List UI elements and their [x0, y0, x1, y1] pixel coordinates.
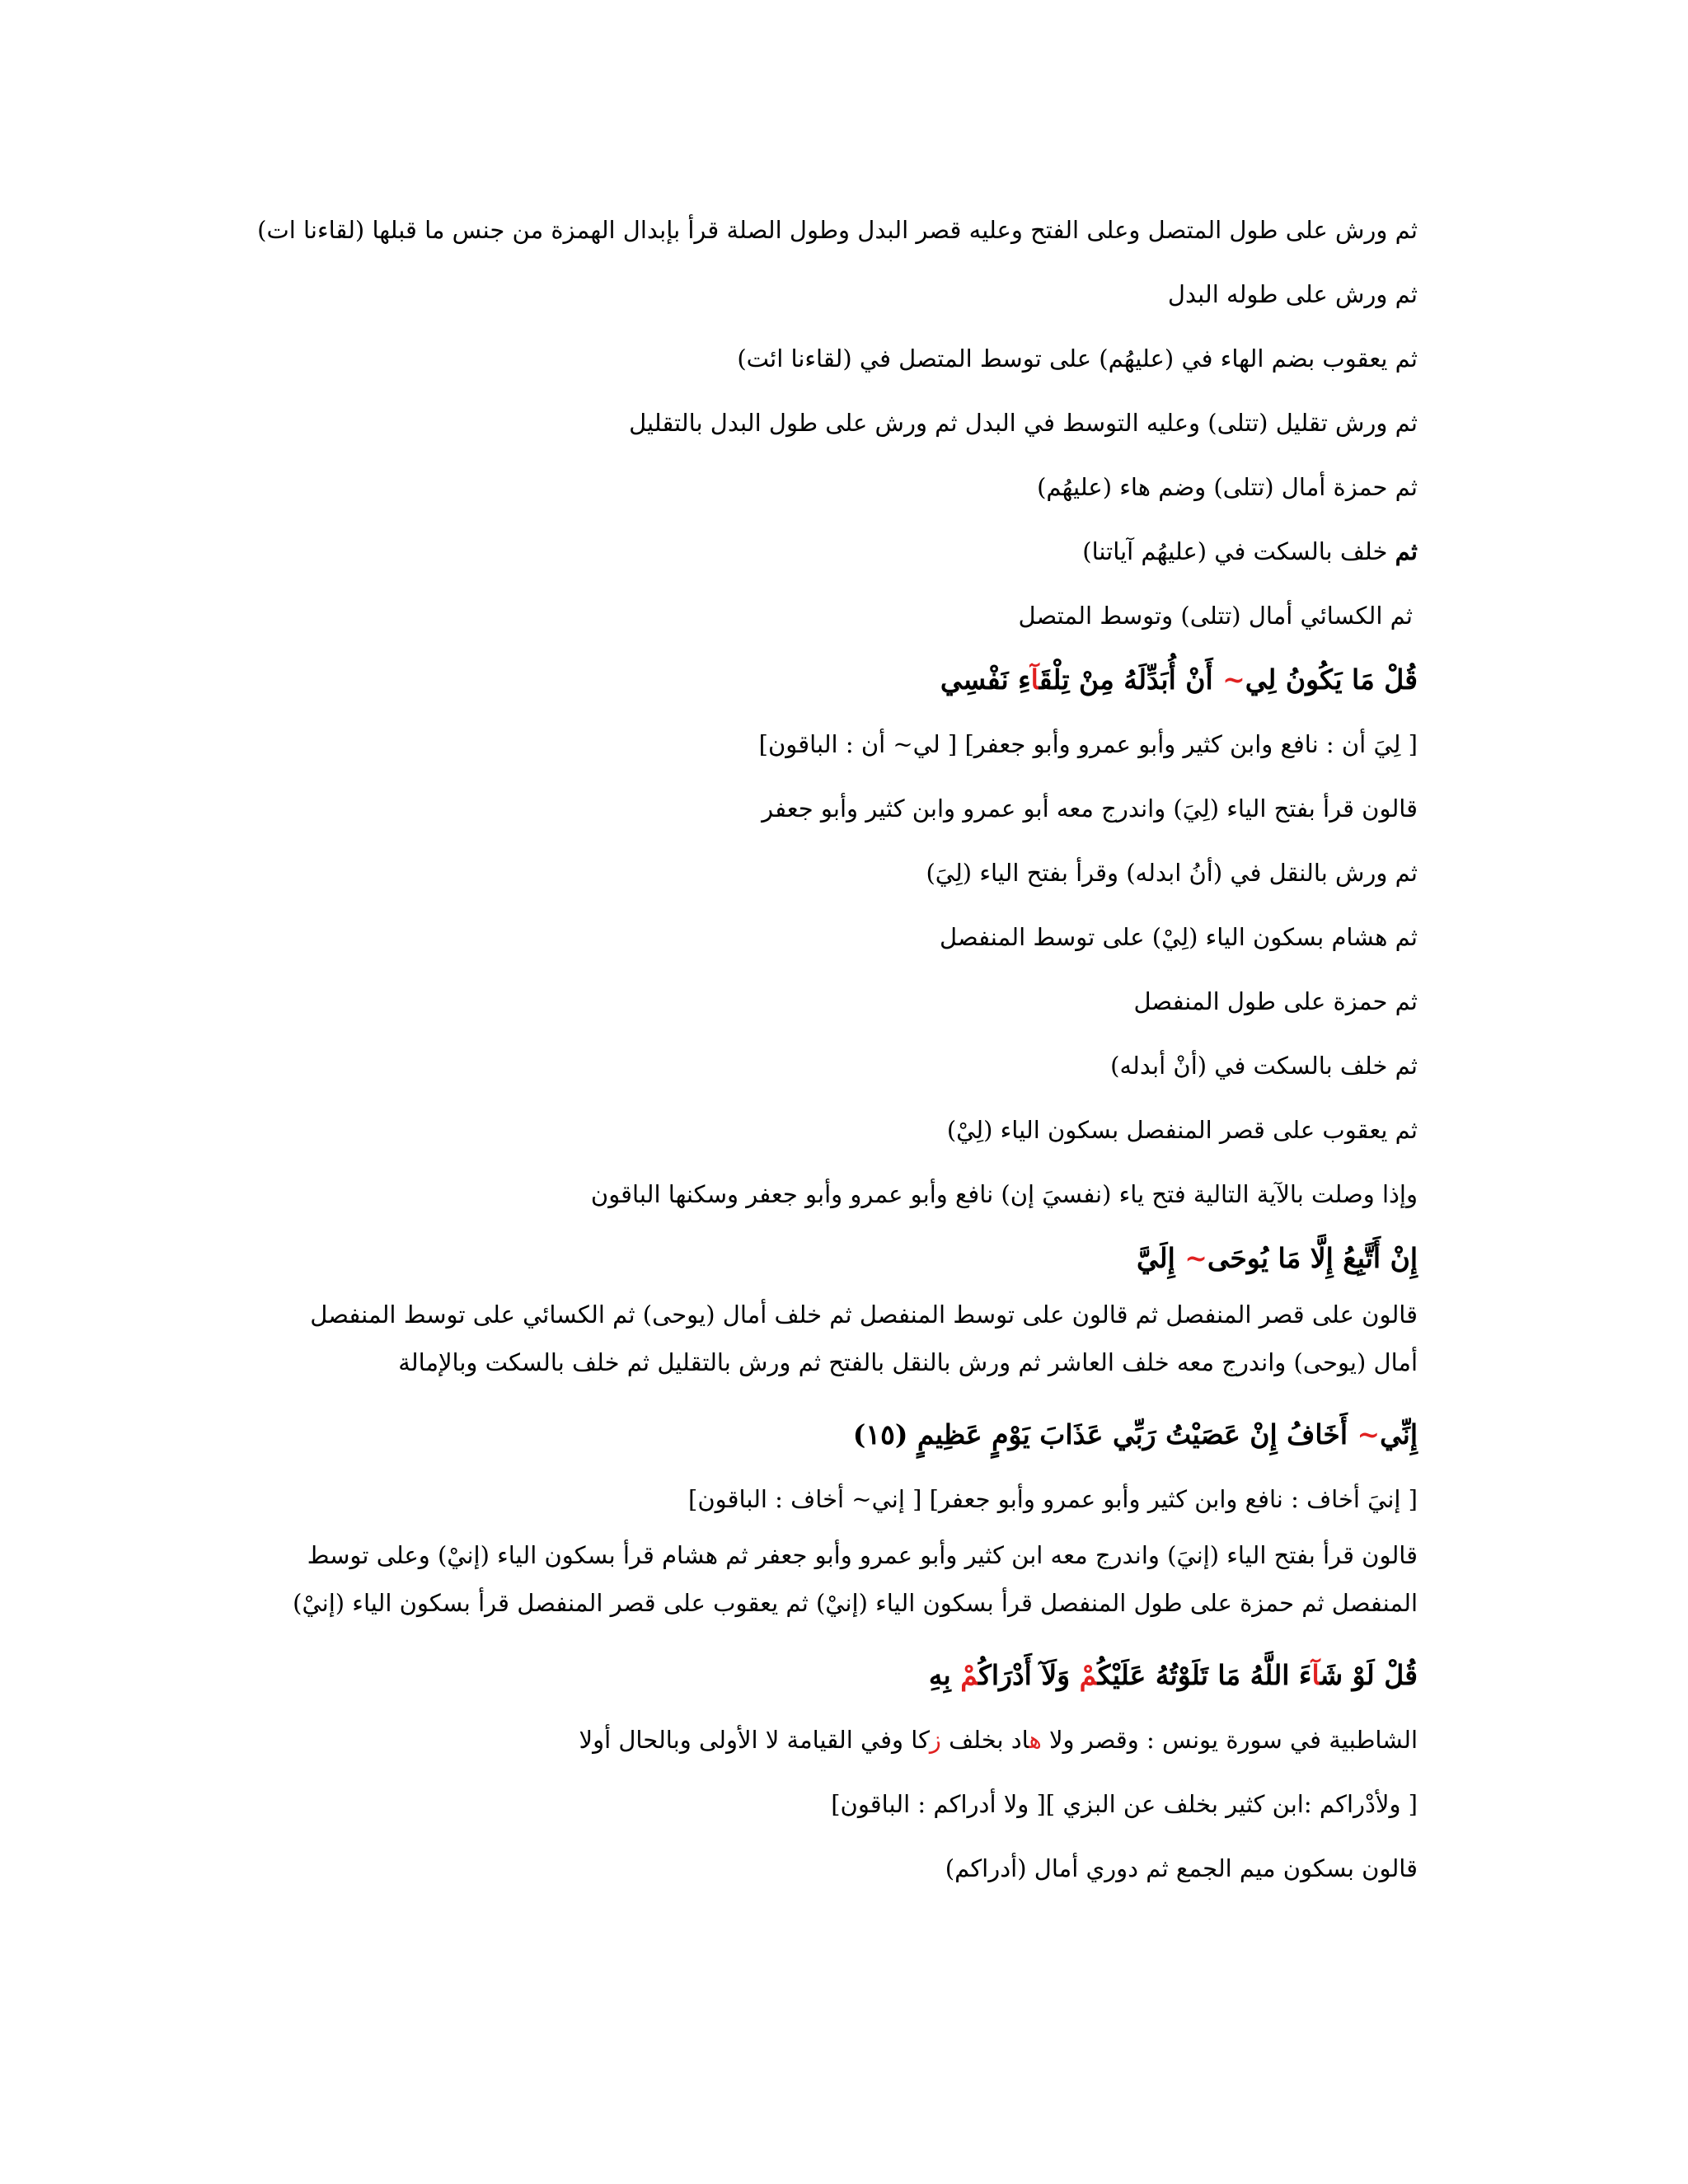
- text-line: ثم خلف بالسكت في (أنْ أبدله): [1110, 1052, 1418, 1080]
- text-line: ثم ورش بالنقل في (أنُ ابدله) وقرأ بفتح الياء (لِيَ): [926, 859, 1418, 887]
- code-letter: ه: [1029, 1726, 1042, 1754]
- meem-jam: مْ: [1079, 1659, 1098, 1691]
- verse-segment: بِهِ: [928, 1659, 961, 1691]
- madd-tilde: ~: [1357, 1418, 1381, 1451]
- text-line: قالون بسكون ميم الجمع ثم دوري أمال (أدراكم): [945, 1854, 1418, 1882]
- text-line: [ ولأدْراكم :ابن كثير بخلف عن البزي ][ ولا أدراكم : الباقون]: [831, 1790, 1418, 1818]
- quran-verse: [264, 648, 1418, 712]
- text-line: ثم يعقوب بضم الهاء في (عليهُم) على توسط المتصل في (لقاءنا ائت): [737, 344, 1418, 373]
- text-segment: كا وفي القيامة لا الأولى وبالحال أولا: [579, 1726, 930, 1754]
- text-segment: خلف بالسكت في (عليهُم آياتنا): [1082, 537, 1395, 565]
- verse-segment: إِنِّي: [1380, 1418, 1418, 1451]
- verse-segment: وَلَآ أَدْرَاكُ: [978, 1659, 1080, 1691]
- madd-letter: آ: [1030, 663, 1039, 696]
- bold-word: ثم: [1395, 537, 1418, 565]
- verse-segment: أَخَافُ إِنْ عَصَيْتُ رَبِّي عَذَابَ يَوْمٍ عَظِيمٍ (١٥): [852, 1418, 1357, 1451]
- code-letter: ز: [929, 1726, 941, 1754]
- text-line: ثم هشام بسكون الياء (لِيْ) على توسط المنفصل: [940, 923, 1418, 951]
- madd-tilde: ~: [1184, 1242, 1207, 1274]
- text-line: ثم ورش تقليل (تتلى) وعليه التوسط في البدل ثم ورش على طول البدل بالتقليل: [629, 409, 1418, 437]
- text-segment: اد بخلف: [940, 1726, 1029, 1754]
- verse-segment: قُلْ مَا يَكُونُ لِي: [1245, 663, 1418, 696]
- verse-segment: ءَ اللَّهُ مَا تَلَوْتُهُ عَلَيْكُ: [1097, 1659, 1312, 1691]
- text-line: ثم حمزة على طول المنفصل: [1133, 987, 1418, 1015]
- verse-segment: ءِ نَفْسِي: [940, 663, 1031, 696]
- text-paragraph: قالون قرأ بفتح الياء (إنيَ) واندرج معه ابن كثير وأبو عمرو وأبو جعفر ثم هشام قرأ بسكون الياء (إنيْ) وعلى توسط المنفصل ثم حمزة على طول المنفصل قرأ بسكون الياء (إنيْ) ثم يعقوب على قصر المنفصل قرأ بسكون الياء (إنيْ): [293, 1541, 1418, 1617]
- madd-tilde: ~: [1222, 663, 1245, 696]
- text-line: قالون قرأ بفتح الياء (لِيَ) واندرج معه أبو عمرو وابن كثير وأبو جعفر: [762, 794, 1418, 823]
- text-block: [257, 198, 1418, 1900]
- text-line: [ لِيَ أن : نافع وابن كثير وأبو عمرو وأبو جعفر] [ لي~ أن : الباقون]: [758, 730, 1418, 758]
- verse-segment: قُلْ لَوْ شَ: [1320, 1659, 1418, 1691]
- verse-segment: إِنْ أَتَّبِعُ إِلَّا مَا يُوحَى: [1207, 1242, 1418, 1274]
- text-line: [264, 519, 1418, 583]
- text-line: ثم الكسائي أمال (تتلى) وتوسط المتصل: [1018, 602, 1413, 630]
- text-paragraph: قالون على قصر المنفصل ثم قالون على توسط المنفصل ثم خلف أمال (يوحى) ثم الكسائي على توسط المنفصل أمال (يوحى) واندرج معه خلف العاشر ثم ورش بالنقل بالفتح ثم ورش بالتقليل ثم خلف بالسكت وبالإمالة: [310, 1301, 1418, 1376]
- verse-segment: أَنْ أُبَدِّلَهُ مِنْ تِلْقَ: [1039, 663, 1223, 696]
- quran-verse: [264, 1643, 1418, 1708]
- quran-verse: [264, 1403, 1418, 1467]
- quran-verse: [264, 1226, 1418, 1291]
- text-line: وإذا وصلت بالآية التالية فتح ياء (نفسيَ إن) نافع وأبو عمرو وأبو جعفر وسكنها الباقون: [590, 1180, 1418, 1208]
- text-line: ثم يعقوب على قصر المنفصل بسكون الياء (لِيْ): [946, 1116, 1418, 1144]
- text-line: [264, 1708, 1418, 1772]
- text-line: ثم ورش على طول المتصل وعلى الفتح وعليه قصر البدل وطول الصلة قرأ بإبدال الهمزة من جنس ما قبلها (لقاءنا ات): [257, 216, 1418, 244]
- text-segment: الشاطبية في سورة يونس : وقصر ولا: [1041, 1726, 1418, 1754]
- verse-segment: إِلَيَّ: [1137, 1242, 1185, 1274]
- text-line: [ إنيَ أخاف : نافع وابن كثير وأبو عمرو وأبو جعفر] [ إني~ أخاف : الباقون]: [688, 1485, 1418, 1513]
- madd-letter: آ: [1311, 1659, 1320, 1691]
- meem-jam: مْ: [960, 1659, 979, 1691]
- text-line: ثم ورش على طوله البدل: [1167, 280, 1418, 308]
- text-line: ثم حمزة أمال (تتلى) وضم هاء (عليهُم): [1037, 473, 1418, 501]
